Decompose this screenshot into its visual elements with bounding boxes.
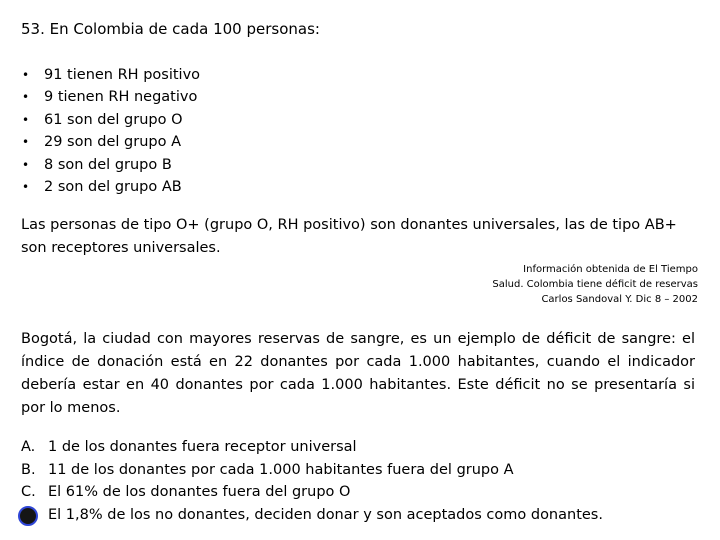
list-item [22, 154, 322, 176]
option-text: El 1,8% de los no donantes, deciden donar y son aceptados como donantes. [48, 506, 603, 523]
source-citation [492, 262, 698, 307]
bullet-icon: • [22, 68, 30, 82]
bullet-icon: • [22, 90, 30, 105]
answer-option-c[interactable] [21, 481, 661, 504]
selected-answer-icon[interactable] [18, 506, 38, 526]
option-letter: A. [21, 439, 36, 455]
fact-text: 9 tienen RH negativo [44, 89, 198, 106]
fact-text: 8 son del grupo B [44, 156, 172, 173]
fact-text: 61 son del grupo O [44, 111, 183, 128]
list-item [22, 64, 322, 86]
fact-text: 2 son del grupo AB [44, 178, 182, 195]
source-line: Salud. Colombia tiene déficit de reservas [492, 279, 698, 290]
option-text: 11 de los donantes por cada 1.000 habitantes fuera del grupo A [48, 461, 514, 478]
option-text: 1 de los donantes fuera receptor universal [48, 439, 357, 455]
bullet-icon: • [22, 157, 30, 172]
answer-option-a[interactable] [21, 436, 661, 459]
bullet-icon: • [22, 112, 30, 127]
facts-list [22, 64, 322, 198]
bullet-icon: • [22, 179, 30, 194]
source-line: Información obtenida de El Tiempo [523, 264, 698, 275]
question-title: 53. En Colombia de cada 100 personas: [21, 20, 320, 38]
list-item [22, 109, 322, 131]
answer-option-d[interactable] [21, 504, 661, 527]
bullet-icon: • [22, 135, 30, 150]
list-item [22, 131, 322, 153]
list-item [22, 176, 322, 198]
list-item [22, 86, 322, 108]
source-line: Carlos Sandoval Y. Dic 8 – 2002 [541, 294, 698, 305]
answer-options [21, 436, 661, 526]
option-letter: C. [21, 484, 36, 500]
fact-text: 91 tienen RH positivo [44, 67, 201, 83]
answer-option-b[interactable] [21, 459, 661, 482]
donor-paragraph: Las personas de tipo O+ (grupo O, RH positivo) son donantes universales, las de tipo AB+ son receptores universales. [21, 217, 677, 256]
option-text: El 61% de los donantes fuera del grupo O [48, 484, 351, 500]
fact-text: 29 son del grupo A [44, 134, 182, 151]
option-letter: B. [21, 461, 36, 478]
bogota-paragraph: Bogotá, la ciudad con mayores reservas de sangre, es un ejemplo de déficit de sangre: el índice de donación está en 22 donantes por cada 1.000 habitantes, cuando el indicador debería estar en 40 donantes por cada 1.000 habitantes. Este déficit no se presentaría si por lo menos. [21, 331, 695, 416]
